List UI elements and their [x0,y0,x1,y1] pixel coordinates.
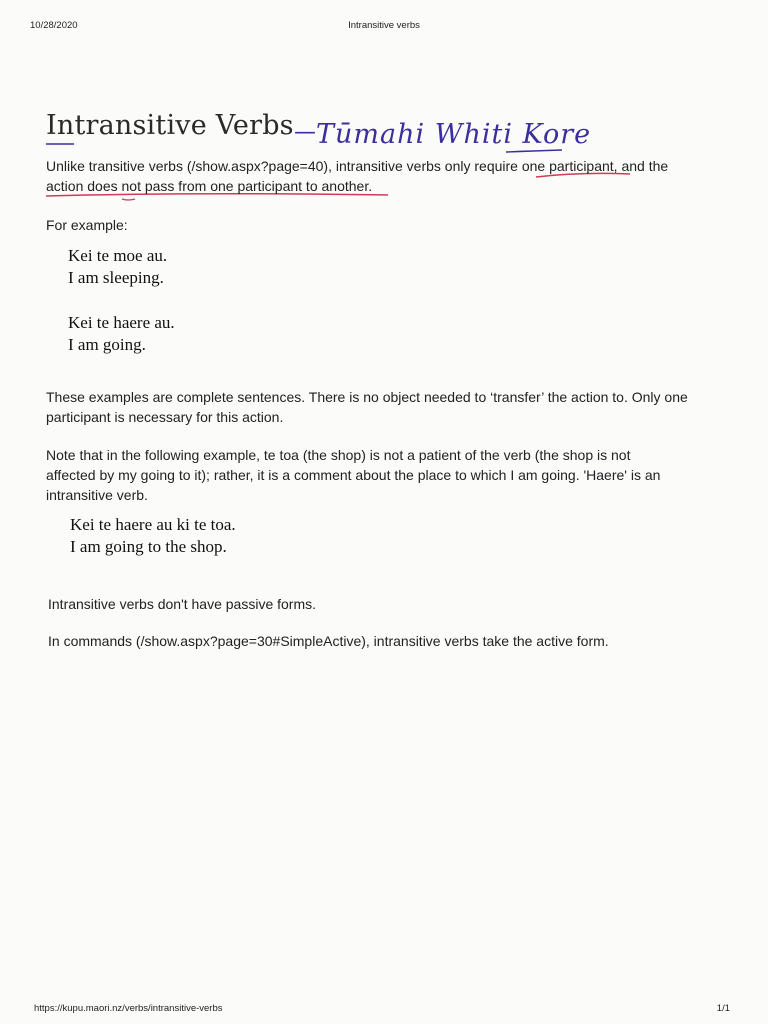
print-page-title: Intransitive verbs [348,20,420,31]
kore-underline-mark [506,150,562,152]
example-1-maori: Kei te moe au. [68,246,168,265]
handwritten-prefix: — [294,120,316,145]
complete-line-1: These examples are complete sentences. There is no object needed to ‘transfer’ the action to. Only one [46,389,688,405]
note-line-1: Note that in the following example, te toa (the shop) is not a patient of the verb (the shop is not [46,447,631,463]
example-3-maori: Kei te haere au ki te toa. [70,515,236,534]
does-not-mark [122,199,135,200]
note-line-3: intransitive verb. [46,487,148,503]
passive-paragraph: Intransitive verbs don't have passive forms. [48,596,317,612]
note-line-2: affected by my going to it); rather, it is a comment about the place to which I am going. 'Haere' is an [46,467,661,483]
print-page-number: 1/1 [716,1003,730,1014]
example-1-english: I am sleeping. [68,268,164,287]
handwritten-annotation: Tūmahi Whiti Kore [316,119,592,150]
example-2-maori: Kei te haere au. [68,313,175,332]
intro-paragraph [46,156,716,196]
example-3-english: I am going to the shop. [70,537,227,556]
for-example-label: For example: [46,217,128,233]
intro-line-2: action does not pass from one participant to another. [46,178,373,194]
note-paragraph [46,445,716,505]
print-date: 10/28/2020 [30,20,78,31]
complete-line-2: participant is necessary for this action. [46,409,284,425]
example-2 [68,312,175,356]
page-title: Intransitive Verbs [46,110,294,141]
intro-line-1: Unlike transitive verbs (/show.aspx?page=40), intransitive verbs only require one participant, and the [46,158,669,174]
print-url: https://kupu.maori.nz/verbs/intransitive-verbs [34,1003,223,1014]
example-2-english: I am going. [68,335,146,354]
example-1 [68,245,167,289]
complete-sentences-paragraph [46,387,716,427]
commands-paragraph: In commands (/show.aspx?page=30#SimpleActive), intransitive verbs take the active form. [48,633,609,649]
example-3 [70,514,236,558]
